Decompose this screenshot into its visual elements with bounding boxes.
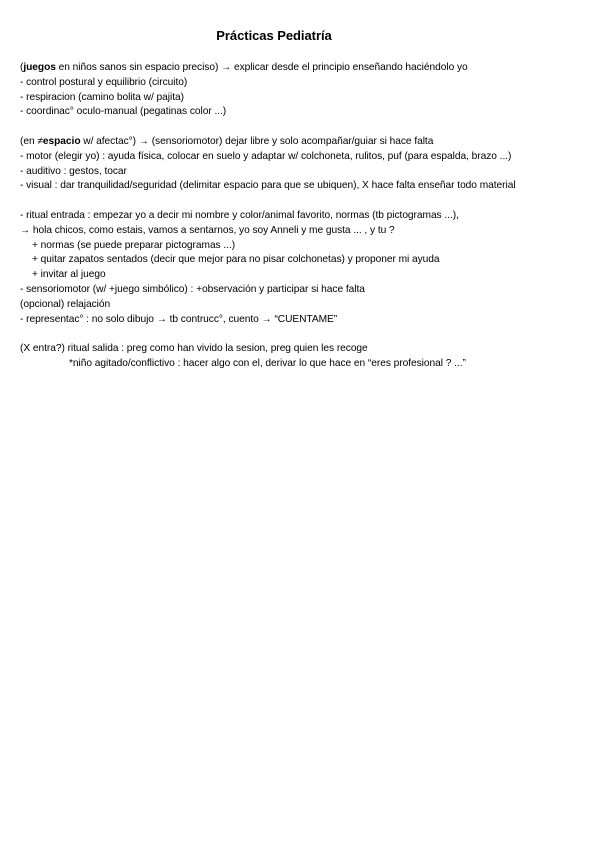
- list-item: - coordinac° oculo-manual (pegatinas color ...): [20, 106, 227, 118]
- spacer: [20, 120, 525, 135]
- list-item: (opcional) relajación: [20, 298, 111, 310]
- section-espacio-prefix: (en ≠: [20, 135, 43, 147]
- sub-item: + quitar zapatos sentados (decir que mejor para no pisar colchonetas) y proponer mi ayuda: [32, 254, 440, 266]
- ritual-salida-line: (X entra?) ritual salida : preg como han vivido la sesion, preg quien les recoge: [20, 343, 368, 355]
- section-juegos-heading: [20, 61, 525, 76]
- list-item: - visual : dar tranquilidad/seguridad (delimitar espacio para que se ubiquen), X hace falta enseñar todo material: [20, 180, 516, 192]
- keyword-juegos: juegos: [23, 62, 56, 73]
- sub-item: + normas (se puede preparar pictogramas ...): [32, 239, 236, 251]
- list-item: - representac° : no solo dibujo → tb contrucc°, cuento → “CUENTAME”: [20, 313, 338, 325]
- spacer: [20, 327, 525, 342]
- greeting-line: → hola chicos, como estais, vamos a sentarnos, yo soy Anneli y me gusta ... , y tu ?: [20, 224, 395, 236]
- notes-body: [20, 61, 525, 372]
- list-item: - sensoriomotor (w/ +juego simbólico) : +observación y participar si hace falta: [20, 283, 365, 295]
- note-line: *niño agitado/conflictivo : hacer algo con el, derivar lo que hace en “eres profesional ? ...”: [69, 357, 466, 369]
- keyword-espacio: espacio: [42, 135, 81, 147]
- section-espacio-heading: [20, 135, 525, 150]
- section-espacio-text: w/ afectac°) → (sensoriomotor) dejar libre y solo acompañar/guiar si hace falta: [80, 135, 434, 147]
- open-paren: (: [20, 62, 24, 73]
- list-item: - auditivo : gestos, tocar: [20, 165, 127, 177]
- list-item: - motor (elegir yo) : ayuda física, colocar en suelo y adaptar w/ colchoneta, rulitos, puf (para espalda, brazo ...): [20, 150, 512, 162]
- page-title: Prácticas Pediatría: [216, 28, 332, 43]
- ritual-entrada-line: - ritual entrada : empezar yo a decir mi nombre y color/animal favorito, normas (tb pictogramas ...),: [20, 209, 459, 221]
- list-item: - respiracion (camino bolita w/ pajita): [20, 91, 184, 103]
- list-item: - control postural y equilibrio (circuito): [20, 76, 188, 88]
- spacer: [20, 194, 525, 209]
- sub-item: + invitar al juego: [32, 269, 106, 281]
- section-juegos-text: en niños sanos sin espacio preciso) → explicar desde el principio enseñando haciéndolo yo: [55, 62, 468, 73]
